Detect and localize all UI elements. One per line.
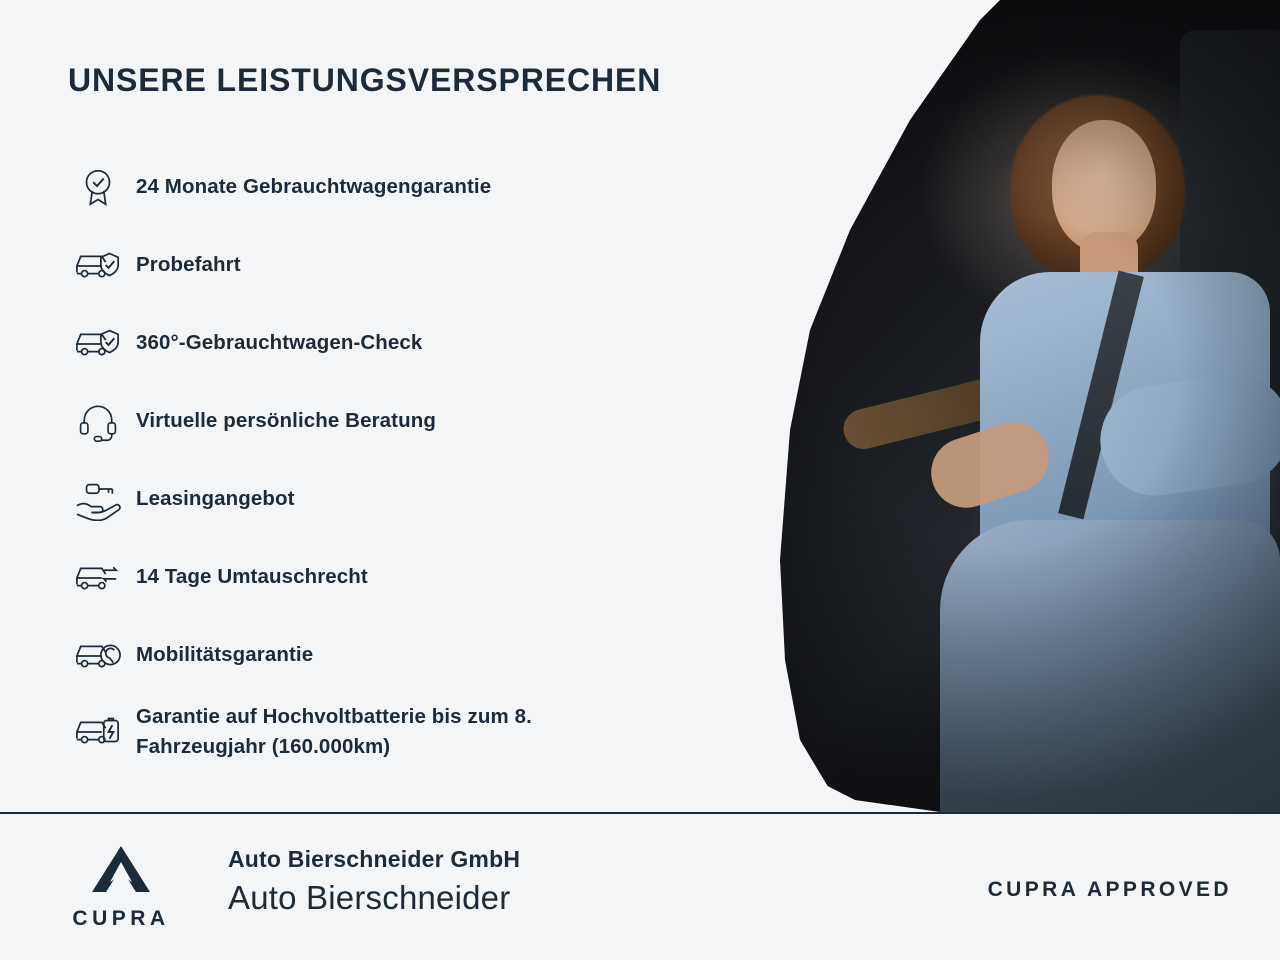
dealer-name: Auto Bierschneider GmbH xyxy=(228,846,521,872)
page-title: UNSERE LEISTUNGSVERSPRECHEN xyxy=(68,62,662,98)
program-label: CUPRA APPROVED xyxy=(987,878,1232,901)
car-wrench-icon xyxy=(60,632,136,678)
warranty-badge-icon xyxy=(60,164,136,210)
list-item-label: Garantie auf Hochvoltbatterie bis zum 8. Fahrzeugjahr (160.000km) xyxy=(136,705,532,758)
car-shield-check-icon xyxy=(60,242,136,288)
headset-icon xyxy=(60,399,136,443)
car-check-360-icon xyxy=(60,320,136,366)
list-item xyxy=(60,694,720,790)
car-exchange-icon xyxy=(60,554,136,600)
list-item-label: Virtuelle persönliche Beratung xyxy=(136,409,436,433)
list-item xyxy=(60,382,720,460)
list-item xyxy=(60,148,720,226)
car-battery-icon xyxy=(60,694,136,754)
list-item xyxy=(60,304,720,382)
list-item-label: 360°-Gebrauchtwagen-Check xyxy=(136,331,423,355)
list-item xyxy=(60,538,720,616)
cupra-logo xyxy=(46,842,196,931)
list-item-label: Probefahrt xyxy=(136,253,241,277)
list-item-label: Leasingangebot xyxy=(136,487,295,511)
list-item-label: 24 Monate Gebrauchtwagengarantie xyxy=(136,175,492,199)
cupra-triangle-logo xyxy=(84,842,158,900)
list-item xyxy=(60,226,720,304)
benefits-list xyxy=(60,148,720,790)
list-item xyxy=(60,460,720,538)
hero-image xyxy=(680,0,1280,812)
footer xyxy=(0,814,1280,960)
list-item-label: 14 Tage Umtauschrecht xyxy=(136,565,368,589)
dealer-info xyxy=(228,846,520,917)
list-item xyxy=(60,616,720,694)
list-item-label: Mobilitätsgarantie xyxy=(136,643,314,667)
dealer-signature: Auto Bierschneider xyxy=(228,879,511,916)
hand-key-icon xyxy=(60,477,136,521)
cupra-wordmark: CUPRA xyxy=(72,907,170,930)
